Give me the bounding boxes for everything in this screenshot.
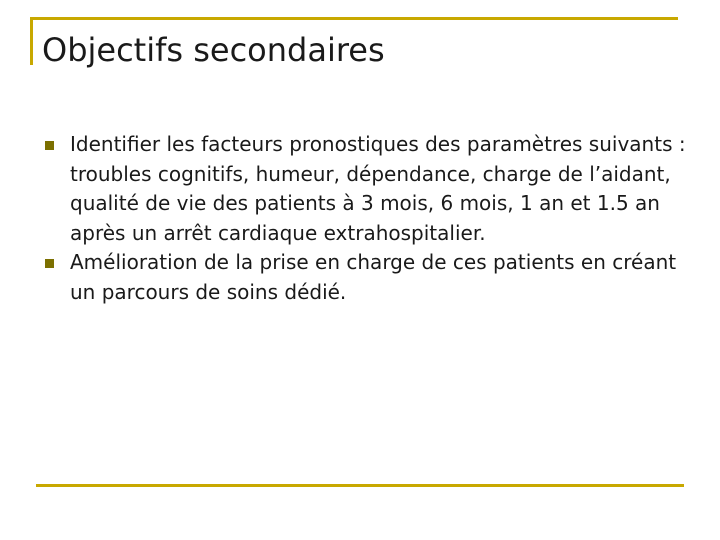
square-bullet-icon (45, 259, 54, 268)
slide-title: Objectifs secondaires (42, 31, 385, 69)
bottom-rule (36, 484, 684, 487)
bullet-list (70, 130, 690, 307)
bullet-item (70, 248, 690, 307)
bullet-text: Identifier les facteurs pronostiques des paramètres suivants : troubles cognitifs, humeur, dépendance, charge de l’aidant, qualité de vie des patients à 3 mois, 6 mois, 1 an et 1.5 an après un arrêt cardiaque extrahospitalier. (70, 132, 686, 245)
top-rule (30, 17, 678, 20)
bullet-item (70, 130, 690, 248)
square-bullet-icon (45, 141, 54, 150)
bullet-text: Amélioration de la prise en charge de ces patients en créant un parcours de soins dédié. (70, 250, 677, 304)
left-rule (30, 17, 33, 65)
